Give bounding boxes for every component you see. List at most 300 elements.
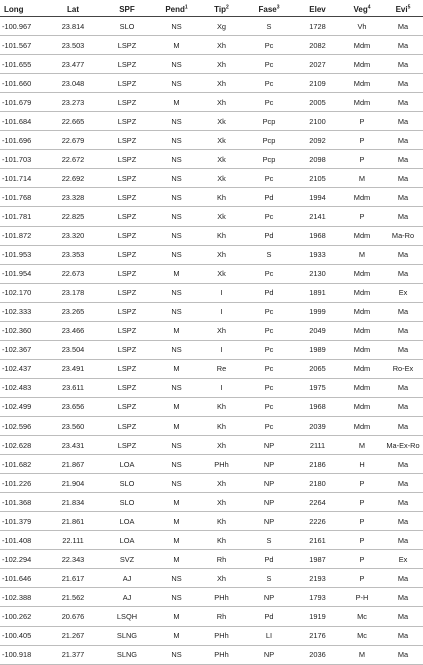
cell-elev: 2049 [294,321,341,340]
cell-veg: Mdm [341,226,383,245]
cell-spf: LSPZ [100,416,154,435]
cell-veg: Mdm [341,283,383,302]
cell-evi: Ma [383,264,423,283]
cell-veg: Mdm [341,264,383,283]
cell-veg: M [341,169,383,188]
cell-evi: Ma [383,245,423,264]
cell-veg: P [341,550,383,569]
cell-spf: LSPZ [100,436,154,455]
table-row [0,474,423,493]
table-row [0,550,423,569]
footnote-marker: 3 [276,3,280,10]
cell-spf: LOA [100,455,154,474]
cell-evi: Ma [383,55,423,74]
cell-veg: Mdm [341,340,383,359]
cell-evi: Ma [383,645,423,664]
cell-elev: 2092 [294,131,341,150]
cell-pend: NS [154,74,199,93]
cell-evi: Ma [383,416,423,435]
cell-spf: LSPZ [100,378,154,397]
table-row [0,17,423,36]
cell-tip: Xk [199,150,244,169]
cell-elev: 1975 [294,378,341,397]
cell-tip: I [199,378,244,397]
cell-evi: Ma [383,17,423,36]
column-header-evi [383,2,423,17]
cell-long: -100.918 [0,645,46,664]
cell-spf: LSPZ [100,340,154,359]
cell-tip: Kh [199,188,244,207]
cell-tip: Xk [199,169,244,188]
cell-long: -101.953 [0,245,46,264]
cell-fase: Pcp [244,112,294,131]
cell-pend: M [154,416,199,435]
cell-pend: NS [154,188,199,207]
cell-spf: LSPZ [100,226,154,245]
cell-veg: P [341,131,383,150]
cell-tip: I [199,283,244,302]
cell-long: -101.379 [0,512,46,531]
cell-elev: 2226 [294,512,341,531]
cell-pend: M [154,512,199,531]
cell-tip: Xh [199,474,244,493]
cell-lat: 23.814 [46,17,100,36]
cell-spf: LSQH [100,607,154,626]
cell-veg: Mdm [341,302,383,321]
cell-pend: NS [154,131,199,150]
cell-evi: Ma [383,588,423,607]
cell-long: -102.483 [0,378,46,397]
table-row [0,283,423,302]
cell-lat: 22.672 [46,150,100,169]
cell-tip: Kh [199,531,244,550]
cell-pend: M [154,626,199,645]
cell-fase: Pc [244,93,294,112]
cell-elev: 2105 [294,169,341,188]
cell-elev: 2036 [294,645,341,664]
cell-veg: Mdm [341,55,383,74]
cell-tip: Xk [199,112,244,131]
column-header-lat [46,2,100,17]
table-row [0,531,423,550]
cell-long: -101.781 [0,207,46,226]
cell-fase: Pc [244,397,294,416]
cell-long: -101.226 [0,474,46,493]
cell-pend: NS [154,340,199,359]
cell-tip: Xh [199,569,244,588]
cell-elev: 2180 [294,474,341,493]
cell-elev: 2193 [294,569,341,588]
column-header-pend [154,2,199,17]
cell-elev: 2109 [294,74,341,93]
cell-long: -101.408 [0,531,46,550]
cell-elev: 2141 [294,207,341,226]
cell-veg: Mdm [341,188,383,207]
cell-evi: Ma [383,340,423,359]
cell-veg: Mc [341,626,383,645]
cell-pend: M [154,93,199,112]
cell-pend: M [154,531,199,550]
cell-elev: 2098 [294,150,341,169]
cell-elev: 2082 [294,36,341,55]
cell-lat: 23.273 [46,93,100,112]
cell-evi: Ma [383,131,423,150]
column-header-label: SPF [119,4,135,14]
cell-long: -101.714 [0,169,46,188]
cell-lat: 23.178 [46,283,100,302]
column-header-label: Pend [165,4,185,14]
cell-pend: M [154,397,199,416]
cell-elev: 1728 [294,17,341,36]
cell-lat: 21.861 [46,512,100,531]
table-row [0,150,423,169]
table-row [0,378,423,397]
cell-lat: 23.477 [46,55,100,74]
cell-long: -101.655 [0,55,46,74]
cell-spf: SLNG [100,626,154,645]
cell-evi: Ma [383,512,423,531]
table-row [0,512,423,531]
cell-pend: NS [154,169,199,188]
cell-long: -101.567 [0,36,46,55]
cell-pend: M [154,264,199,283]
footnote-marker: 5 [407,3,411,10]
cell-tip: Xh [199,493,244,512]
cell-veg: P [341,112,383,131]
cell-pend: M [154,607,199,626]
cell-evi: Ma [383,607,423,626]
cell-long: -102.388 [0,588,46,607]
cell-spf: LSPZ [100,264,154,283]
cell-long: -100.262 [0,607,46,626]
cell-fase: S [244,17,294,36]
cell-pend: NS [154,302,199,321]
cell-pend: NS [154,378,199,397]
cell-fase: NP [244,493,294,512]
cell-elev: 2100 [294,112,341,131]
table-row [0,607,423,626]
cell-elev: 1999 [294,302,341,321]
cell-tip: Xh [199,93,244,112]
cell-veg: Mdm [341,321,383,340]
cell-elev: 1994 [294,188,341,207]
cell-lat: 21.867 [46,455,100,474]
cell-pend: NS [154,645,199,664]
cell-spf: SLO [100,493,154,512]
cell-long: -102.170 [0,283,46,302]
footnote-marker: 4 [367,3,371,10]
cell-elev: 1919 [294,607,341,626]
cell-veg: Mdm [341,93,383,112]
cell-evi: Ma-Ex-Ro [383,436,423,455]
cell-elev: 1933 [294,245,341,264]
column-header-label: Long [4,4,24,14]
cell-spf: SLO [100,474,154,493]
footnote-marker: 1 [184,3,188,10]
cell-pend: NS [154,150,199,169]
cell-elev: 1987 [294,550,341,569]
cell-spf: AJ [100,569,154,588]
cell-tip: PHh [199,455,244,474]
cell-tip: PHh [199,626,244,645]
column-header-label: Tip [214,4,227,14]
column-header-spf [100,2,154,17]
table-row [0,245,423,264]
cell-spf: LSPZ [100,302,154,321]
column-header-long [0,2,46,17]
cell-elev: 2130 [294,264,341,283]
cell-tip: Xh [199,74,244,93]
table-row [0,36,423,55]
cell-lat: 23.328 [46,188,100,207]
table-row [0,131,423,150]
cell-spf: LSPZ [100,150,154,169]
cell-lat: 20.676 [46,607,100,626]
cell-lat: 22.692 [46,169,100,188]
cell-elev: 1989 [294,340,341,359]
cell-pend: M [154,321,199,340]
cell-spf: SLO [100,17,154,36]
cell-fase: Pd [244,226,294,245]
table-row [0,74,423,93]
cell-veg: P [341,207,383,226]
cell-lat: 23.466 [46,321,100,340]
cell-long: -102.628 [0,436,46,455]
cell-spf: LOA [100,531,154,550]
cell-spf: LSPZ [100,397,154,416]
cell-fase: Pd [244,607,294,626]
cell-tip: Xk [199,131,244,150]
column-header-label: Elev [309,4,326,14]
cell-elev: 2065 [294,359,341,378]
cell-pend: NS [154,588,199,607]
table-row [0,626,423,645]
cell-long: -101.682 [0,455,46,474]
cell-lat: 23.560 [46,416,100,435]
cell-veg: P [341,569,383,588]
cell-long: -101.660 [0,74,46,93]
cell-elev: 1968 [294,226,341,245]
cell-tip: Xh [199,245,244,264]
cell-lat: 22.665 [46,112,100,131]
cell-lat: 22.673 [46,264,100,283]
cell-fase: Pc [244,340,294,359]
cell-pend: NS [154,474,199,493]
cell-spf: LSPZ [100,283,154,302]
cell-fase: S [244,245,294,264]
cell-long: -101.368 [0,493,46,512]
cell-veg: P [341,474,383,493]
cell-lat: 22.343 [46,550,100,569]
column-header-tip [199,2,244,17]
cell-spf: LSPZ [100,188,154,207]
cell-tip: Rh [199,607,244,626]
cell-fase: Pc [244,321,294,340]
cell-fase: Pc [244,416,294,435]
cell-pend: NS [154,17,199,36]
table-row [0,112,423,131]
cell-lat: 23.265 [46,302,100,321]
cell-fase: Pc [244,207,294,226]
table-body [0,17,423,665]
cell-lat: 21.267 [46,626,100,645]
cell-elev: 1891 [294,283,341,302]
cell-evi: Ro-Ex [383,359,423,378]
cell-veg: M [341,245,383,264]
cell-tip: PHh [199,588,244,607]
cell-long: -102.360 [0,321,46,340]
cell-veg: Mdm [341,416,383,435]
cell-veg: P [341,531,383,550]
cell-pend: NS [154,569,199,588]
cell-pend: NS [154,226,199,245]
table-row [0,340,423,359]
cell-tip: Kh [199,416,244,435]
cell-pend: M [154,493,199,512]
cell-long: -101.684 [0,112,46,131]
table-row [0,55,423,74]
cell-spf: LSPZ [100,55,154,74]
cell-veg: Mdm [341,36,383,55]
cell-fase: Pc [244,378,294,397]
cell-spf: LSPZ [100,74,154,93]
cell-fase: Pc [244,264,294,283]
cell-spf: SLNG [100,645,154,664]
cell-veg: Mdm [341,397,383,416]
cell-elev: 2111 [294,436,341,455]
cell-lat: 23.611 [46,378,100,397]
cell-tip: Xh [199,36,244,55]
cell-elev: 1793 [294,588,341,607]
table-row [0,455,423,474]
cell-fase: Pc [244,74,294,93]
cell-lat: 23.048 [46,74,100,93]
cell-long: -101.768 [0,188,46,207]
cell-pend: NS [154,283,199,302]
cell-evi: Ma [383,36,423,55]
cell-evi: Ex [383,283,423,302]
cell-tip: I [199,302,244,321]
footnote-marker: 2 [226,3,229,10]
table-row [0,188,423,207]
table-row [0,569,423,588]
cell-evi: Ex [383,550,423,569]
cell-lat: 23.491 [46,359,100,378]
cell-tip: Xh [199,321,244,340]
cell-evi: Ma [383,93,423,112]
cell-evi: Ma [383,321,423,340]
table-row [0,302,423,321]
cell-long: -102.596 [0,416,46,435]
cell-long: -102.499 [0,397,46,416]
cell-tip: I [199,340,244,359]
cell-lat: 21.617 [46,569,100,588]
column-header-label: Evi [395,4,408,14]
cell-fase: Pd [244,550,294,569]
cell-spf: LSPZ [100,131,154,150]
cell-tip: Xh [199,436,244,455]
cell-evi: Ma [383,112,423,131]
table-row [0,207,423,226]
cell-spf: AJ [100,588,154,607]
cell-spf: LSPZ [100,245,154,264]
cell-spf: SVZ [100,550,154,569]
cell-evi: Ma [383,188,423,207]
cell-lat: 22.111 [46,531,100,550]
cell-elev: 2027 [294,55,341,74]
cell-veg: P [341,493,383,512]
cell-veg: P-H [341,588,383,607]
cell-lat: 22.825 [46,207,100,226]
cell-evi: Ma [383,455,423,474]
table-row [0,436,423,455]
cell-long: -101.696 [0,131,46,150]
cell-elev: 2186 [294,455,341,474]
cell-long: -102.333 [0,302,46,321]
cell-lat: 23.353 [46,245,100,264]
cell-long: -102.437 [0,359,46,378]
column-header-veg [341,2,383,17]
cell-spf: LSPZ [100,169,154,188]
cell-evi: Ma [383,474,423,493]
cell-long: -101.679 [0,93,46,112]
column-header-label: Lat [67,4,79,14]
cell-fase: NP [244,474,294,493]
cell-fase: Pc [244,55,294,74]
cell-lat: 21.904 [46,474,100,493]
cell-veg: H [341,455,383,474]
cell-tip: Kh [199,512,244,531]
table-row [0,321,423,340]
cell-spf: LSPZ [100,359,154,378]
cell-evi: Ma [383,569,423,588]
column-header-elev [294,2,341,17]
cell-long: -100.405 [0,626,46,645]
cell-elev: 2264 [294,493,341,512]
column-header-fase [244,2,294,17]
cell-tip: Re [199,359,244,378]
cell-spf: LSPZ [100,207,154,226]
cell-elev: 2039 [294,416,341,435]
cell-long: -101.646 [0,569,46,588]
cell-long: -102.367 [0,340,46,359]
cell-pend: NS [154,436,199,455]
cell-lat: 23.656 [46,397,100,416]
cell-lat: 21.834 [46,493,100,512]
table-row [0,93,423,112]
cell-long: -101.703 [0,150,46,169]
cell-evi: Ma [383,531,423,550]
cell-fase: Pd [244,283,294,302]
cell-lat: 23.320 [46,226,100,245]
cell-pend: NS [154,455,199,474]
cell-fase: Pd [244,188,294,207]
cell-tip: PHh [199,645,244,664]
cell-pend: NS [154,112,199,131]
cell-fase: NP [244,645,294,664]
cell-spf: LSPZ [100,36,154,55]
cell-fase: S [244,531,294,550]
cell-evi: Ma [383,302,423,321]
cell-tip: Rh [199,550,244,569]
cell-fase: NP [244,455,294,474]
cell-tip: Xk [199,264,244,283]
cell-elev: 2005 [294,93,341,112]
cell-tip: Xg [199,17,244,36]
column-header-label: Fase [258,4,277,14]
cell-fase: Pc [244,169,294,188]
cell-spf: LSPZ [100,321,154,340]
